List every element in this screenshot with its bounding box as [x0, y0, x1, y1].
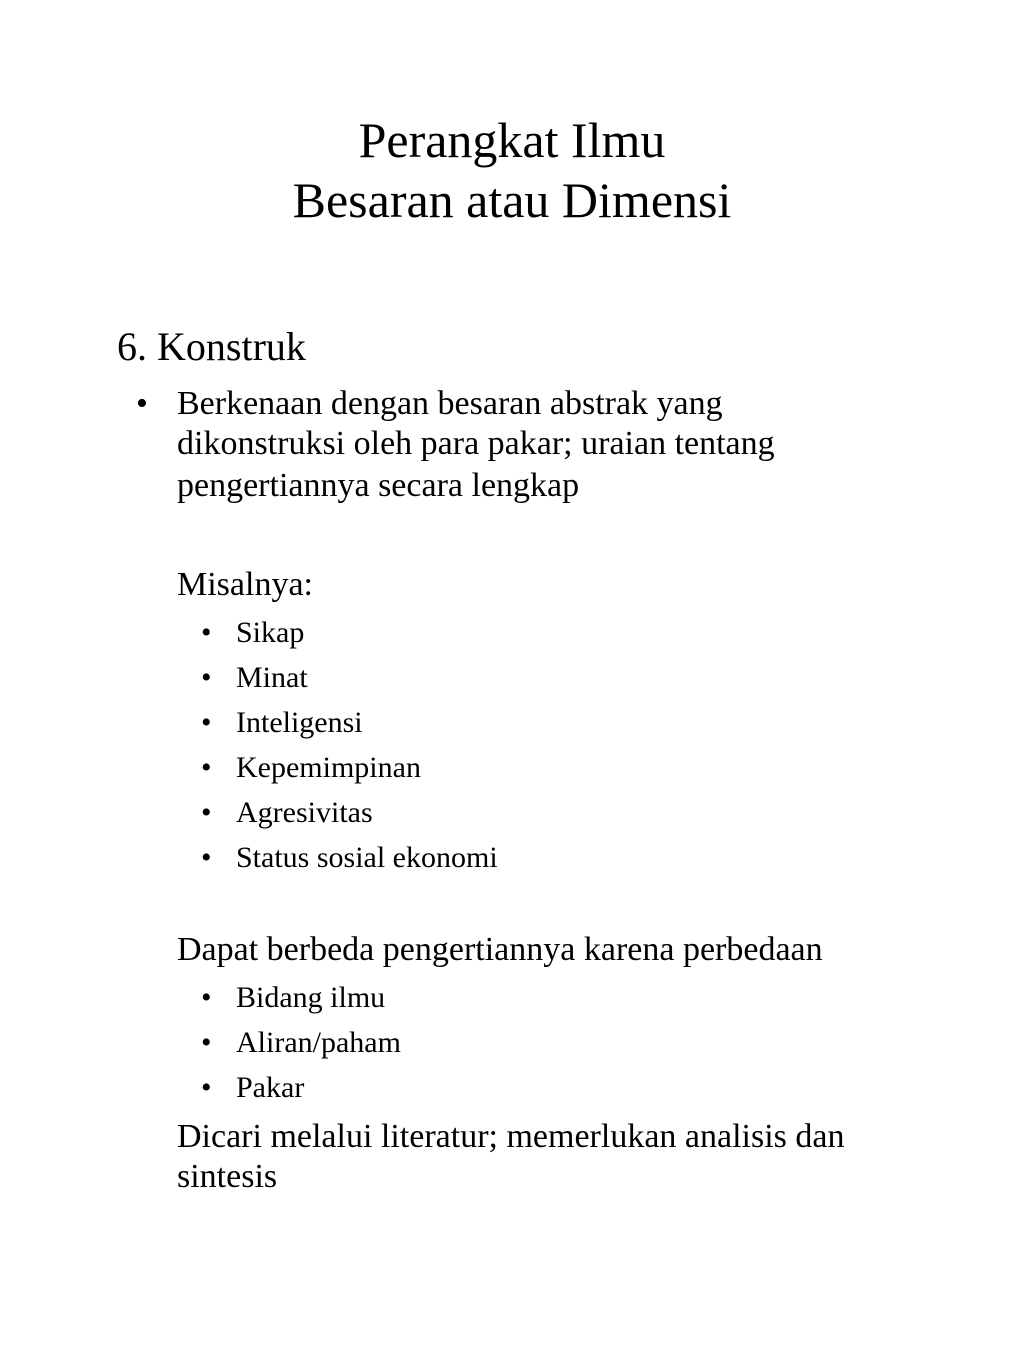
- difference-item: Aliran/paham: [236, 1026, 401, 1059]
- sub-bullet-dot: •: [201, 1026, 212, 1059]
- examples-label: Misalnya:: [177, 566, 313, 603]
- example-item: Agresivitas: [236, 796, 373, 829]
- sub-bullet-dot: •: [201, 796, 212, 829]
- difference-item: Pakar: [236, 1071, 305, 1104]
- sub-bullet-dot: •: [201, 706, 212, 739]
- closing-line-2: sintesis: [177, 1158, 278, 1195]
- example-item: Status sosial ekonomi: [236, 841, 498, 874]
- description-line-3: pengertiannya secara lengkap: [177, 467, 580, 504]
- sub-bullet-dot: •: [201, 661, 212, 694]
- closing-line-1: Dicari melalui literatur; memerlukan analisis dan: [177, 1118, 845, 1155]
- sub-bullet-dot: •: [201, 981, 212, 1014]
- difference-label: Dapat berbeda pengertiannya karena perbedaan: [177, 931, 823, 968]
- description-line-1: Berkenaan dengan besaran abstrak yang: [177, 385, 723, 422]
- sub-bullet-dot: •: [201, 841, 212, 874]
- slide-title: [0, 110, 1024, 230]
- section-heading: 6. Konstruk: [117, 324, 306, 369]
- sub-bullet-dot: •: [201, 751, 212, 784]
- bullet-dot: •: [136, 385, 148, 422]
- difference-item: Bidang ilmu: [236, 981, 386, 1014]
- sub-bullet-dot: •: [201, 616, 212, 649]
- example-item: Sikap: [236, 616, 305, 649]
- title-line-2: Besaran atau Dimensi: [292, 172, 732, 228]
- example-item: Kepemimpinan: [236, 751, 421, 784]
- description-line-2: dikonstruksi oleh para pakar; uraian tentang: [177, 425, 775, 462]
- example-item: Inteligensi: [236, 706, 363, 739]
- title-line-1: Perangkat Ilmu: [358, 112, 666, 168]
- example-item: Minat: [236, 661, 308, 694]
- sub-bullet-dot: •: [201, 1071, 212, 1104]
